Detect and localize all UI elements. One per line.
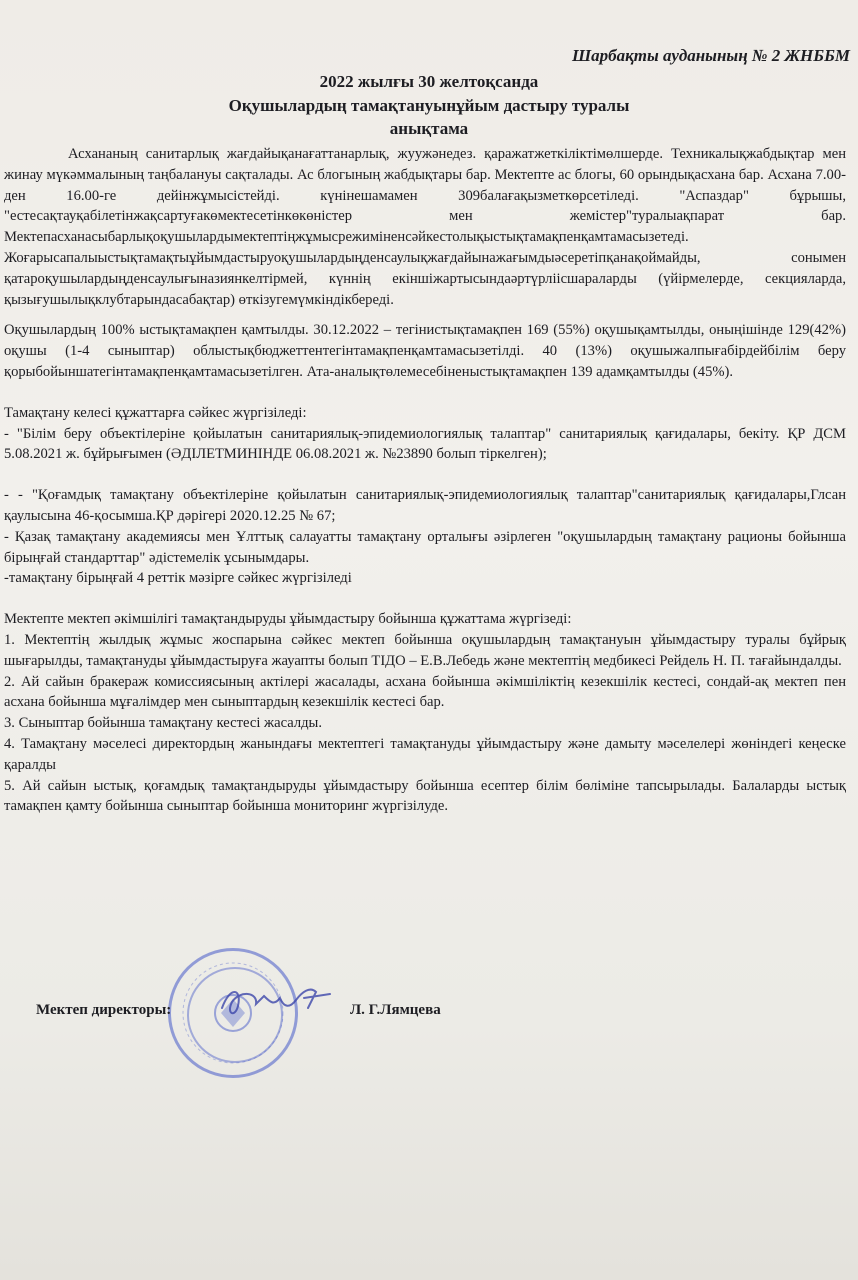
documents-item: - Қазақ тамақтану академиясы мен Ұлттық салауатты тамақтану орталығы әзірлеген "оқушылардың тамақтану рационы бойынша бірыңғай стандарттар" әдістемелік ұсынымдары.	[4, 528, 846, 566]
administration-item: 4. Тамақтану мәселесі директордың жанындағы мектептегі тамақтануды ұйымдастыру және дамыту мәселелері жөніндегі кеңеске қаралды	[4, 735, 846, 773]
administration-item: 3. Сыныптар бойынша тамақтану кестесі жасалды.	[4, 715, 322, 732]
administration-item: 5. Ай сайын ыстық, қоғамдық тамақтандыруды ұйымдастыру бойынша есептер білім бөліміне тапсырылады. Балаларды ыстық тамақпен қамту бойынша сыныптар бойынша мониторинг жүргізілуде.	[4, 777, 846, 815]
documents-heading: Тамақтану келесі құжаттарға сәйкес жүргізіледі:	[4, 404, 307, 421]
signature-label: Мектеп директоры:	[36, 1002, 172, 1018]
documents-item: -тамақтану бірыңғай 4 реттік мәзірге сәйкес жүргізіледі	[4, 570, 352, 587]
document-subject: Оқушылардың тамақтануынұйым дастыру туралы	[228, 96, 630, 115]
stats-paragraph: Оқушылардың 100% ыстықтамақпен қамтылды. 30.12.2022 – тегінистықтамақпен 169 (55%) оқушықамтылды, оныңішінде 129(42%) оқушы (1-4 сыныптар) облыстықбюджеттентегінтамақпенқамтамасызетілді. 40 (13%) оқушыжалпығабірдейбілім беру қорыбойыншатегінтамақпенқамтамасызетілген. Ата-аналықтөлемесебіненыстықтамақпен 139 адамқамтылды (45%).	[4, 322, 846, 380]
school-name: Шарбақты ауданының № 2 ЖНББМ	[572, 46, 850, 65]
documents-item: - "Білім беру объектілеріне қойылатын санитариялық-эпидемиологиялық талаптар" санитариялық қағидалары, бекіту. ҚР ДСМ 5.08.2021 ж. бұйрығымен (ӘДІЛЕТМИНІНДЕ 06.08.2021 ж. №23890 болып тіркелген);	[4, 425, 846, 463]
intro-paragraph-2: Жоғарысапалыыстықтамақтыұйымдастыруоқушылардыңденсаулықжағдайынажағымдыәсеретіпқанақоймайды, сонымен қатароқушылардыңденсаулығыназиянкелтірмей, күннің екіншіжартысындаәртүрліісшараларды (үйірмелерде, секцияларда, қызығушылықклубтарындасабақтар) өткізугемүмкіндікбереді.	[4, 249, 846, 308]
administration-item: 2. Ай сайын бракераж комиссиясының актілері жасалады, асхана бойынша әкімшіліктің кезекшілік кестесі, сондай-ақ мектеп пен асхана бойынша мұғалімдер мен сыныптардың кезекшілік кестесі бар.	[4, 673, 846, 711]
administration-item: 1. Мектептің жылдық жұмыс жоспарына сәйкес мектеп бойынша оқушылардың тамақтануын ұйымдастыру туралы бұйрық шығарылды, тамақтануды ұйымдастыруға жауапты болып ТІДО – Е.В.Лебедь және мектептің медбикесі Рейдель Н. П. тағайындалды.	[4, 631, 846, 669]
administration-heading: Мектепте мектеп әкімшілігі тамақтандыруды ұйымдастыру бойынша құжаттама жүргізеді:	[4, 611, 572, 628]
intro-paragraph-1: Асхананың санитарлық жағдайықанағаттанарлық, жуужәнедез. қаражатжеткіліктімөлшерде. Техникалықжабдықтар мен жинау мүкәммалының таңбалануы сақталады. Ас блогының жабдықтары бар. Мектепте ас блогы, 60 орындықасхана бар. Асхана 7.00-ден 16.00-ге дейінжұмысістейді. күнінешамамен 309балағақызметкөрсетіледі. "Аспаздар" бұрышы, "естесақтауқабілетінжақсартуғакөмектесетінкөкөністер мен жемістер"туралыақпарат бар. Мектепасханасыбарлықоқушылардымектептіңжұмысрежиміненсәйкестолықыстықтамақпенқамтамасызетеді.	[4, 146, 846, 246]
document-date: 2022 жылғы 30 желтоқсанда	[319, 72, 539, 91]
director-signature-icon	[218, 978, 338, 1028]
documents-item: - - "Қоғамдық тамақтану объектілеріне қойылатын санитариялық-эпидемиологиялық талаптар"санитариялық қағидалары,Глсан қаулысына 46-қосымша.ҚР дәрігері 2020.12.25 № 67;	[4, 487, 846, 524]
document-body	[4, 144, 846, 817]
director-name: Л. Г.Лямцева	[350, 1002, 441, 1018]
document-type: анықтама	[389, 119, 469, 138]
